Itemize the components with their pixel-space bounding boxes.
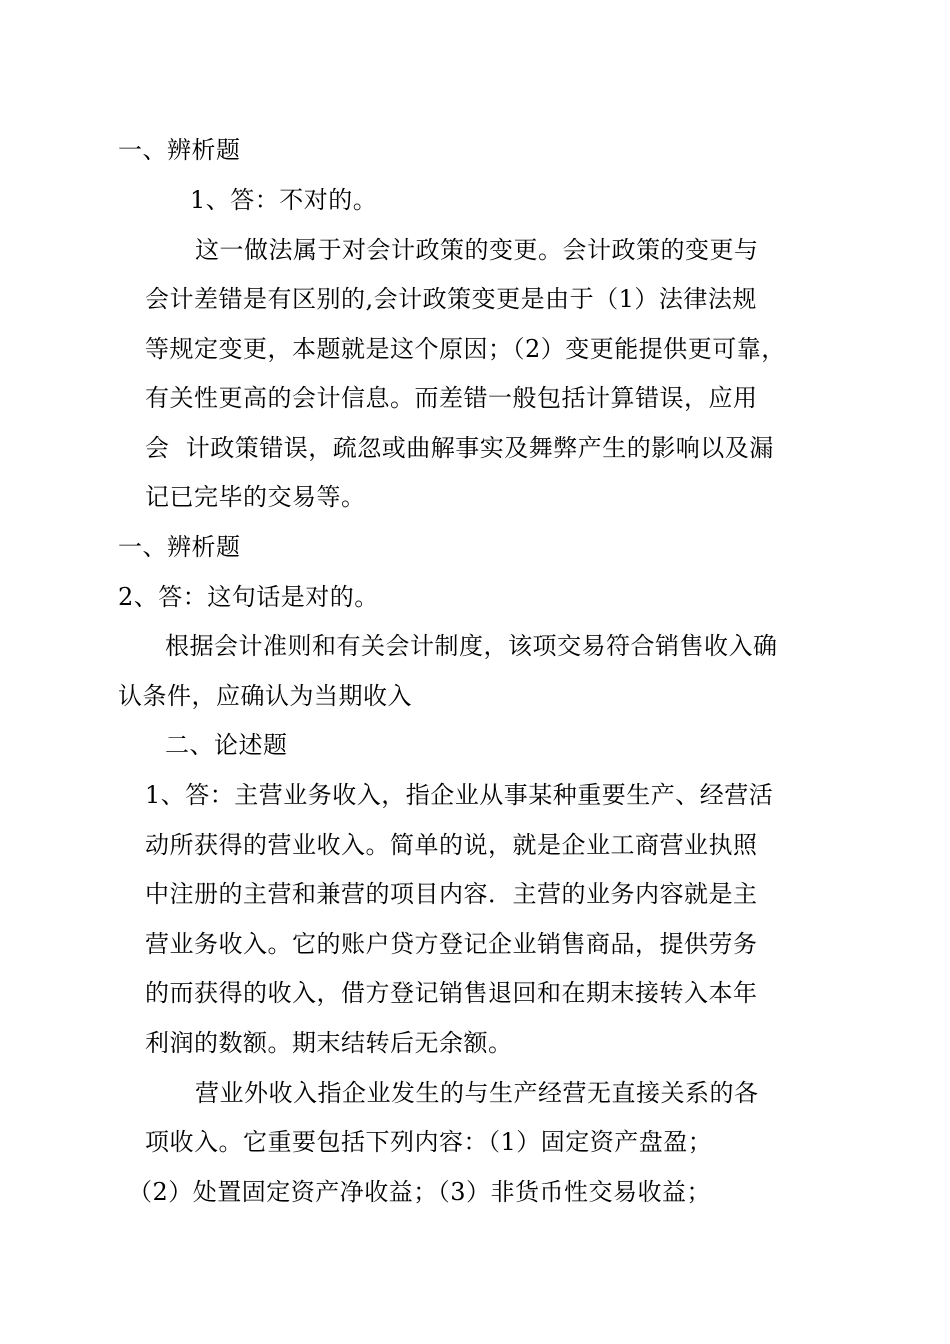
paragraph-line: 认条件，应确认为当期收入 bbox=[118, 682, 412, 710]
paragraph-line: （2）处置固定资产净收益；（3）非货币性交易收益； bbox=[128, 1178, 712, 1206]
answer-2-heading: 2、答：这句话是对的。 bbox=[118, 583, 379, 611]
paragraph-line: 根据会计准则和有关会计制度，该项交易符合销售收入确 bbox=[165, 632, 778, 660]
paragraph-line: 营业务收入。它的账户贷方登记企业销售商品，提供劳务 bbox=[145, 930, 758, 958]
paragraph-line: 项收入。它重要包括下列内容：（1）固定资产盘盈； bbox=[145, 1128, 713, 1156]
paragraph-line: 记已完毕的交易等。 bbox=[145, 483, 366, 511]
section-heading-1: 一、辨析题 bbox=[118, 136, 241, 164]
paragraph-line: 动所获得的营业收入。简单的说，就是企业工商营业执照 bbox=[145, 831, 758, 859]
paragraph-line: 会计差错是有区别的,会计政策变更是由于（1）法律法规 bbox=[145, 285, 757, 313]
paragraph-line: 会 计政策错误，疏忽或曲解事实及舞弊产生的影响以及漏 bbox=[145, 434, 774, 462]
answer-3-heading: 1、答：主营业务收入，指企业从事某种重要生产、经营活 bbox=[145, 781, 774, 809]
section-heading-3: 二、论述题 bbox=[165, 731, 288, 759]
paragraph-line: 这一做法属于对会计政策的变更。会计政策的变更与 bbox=[195, 236, 759, 264]
paragraph-line: 利润的数额。期末结转后无余额。 bbox=[145, 1029, 513, 1057]
paragraph-line: 有关性更高的会计信息。而差错一般包括计算错误，应用 bbox=[145, 384, 758, 412]
section-heading-2: 一、辨析题 bbox=[118, 533, 241, 561]
paragraph-line: 等规定变更，本题就是这个原因；（2）变更能提供更可靠， bbox=[145, 335, 786, 363]
paragraph-line: 营业外收入指企业发生的与生产经营无直接关系的各 bbox=[195, 1079, 759, 1107]
answer-1-heading: 1、答：不对的。 bbox=[190, 186, 378, 214]
paragraph-line: 的而获得的收入，借方登记销售退回和在期末接转入本年 bbox=[145, 979, 758, 1007]
paragraph-line: 中注册的主营和兼营的项目内容．主营的业务内容就是主 bbox=[145, 880, 758, 908]
